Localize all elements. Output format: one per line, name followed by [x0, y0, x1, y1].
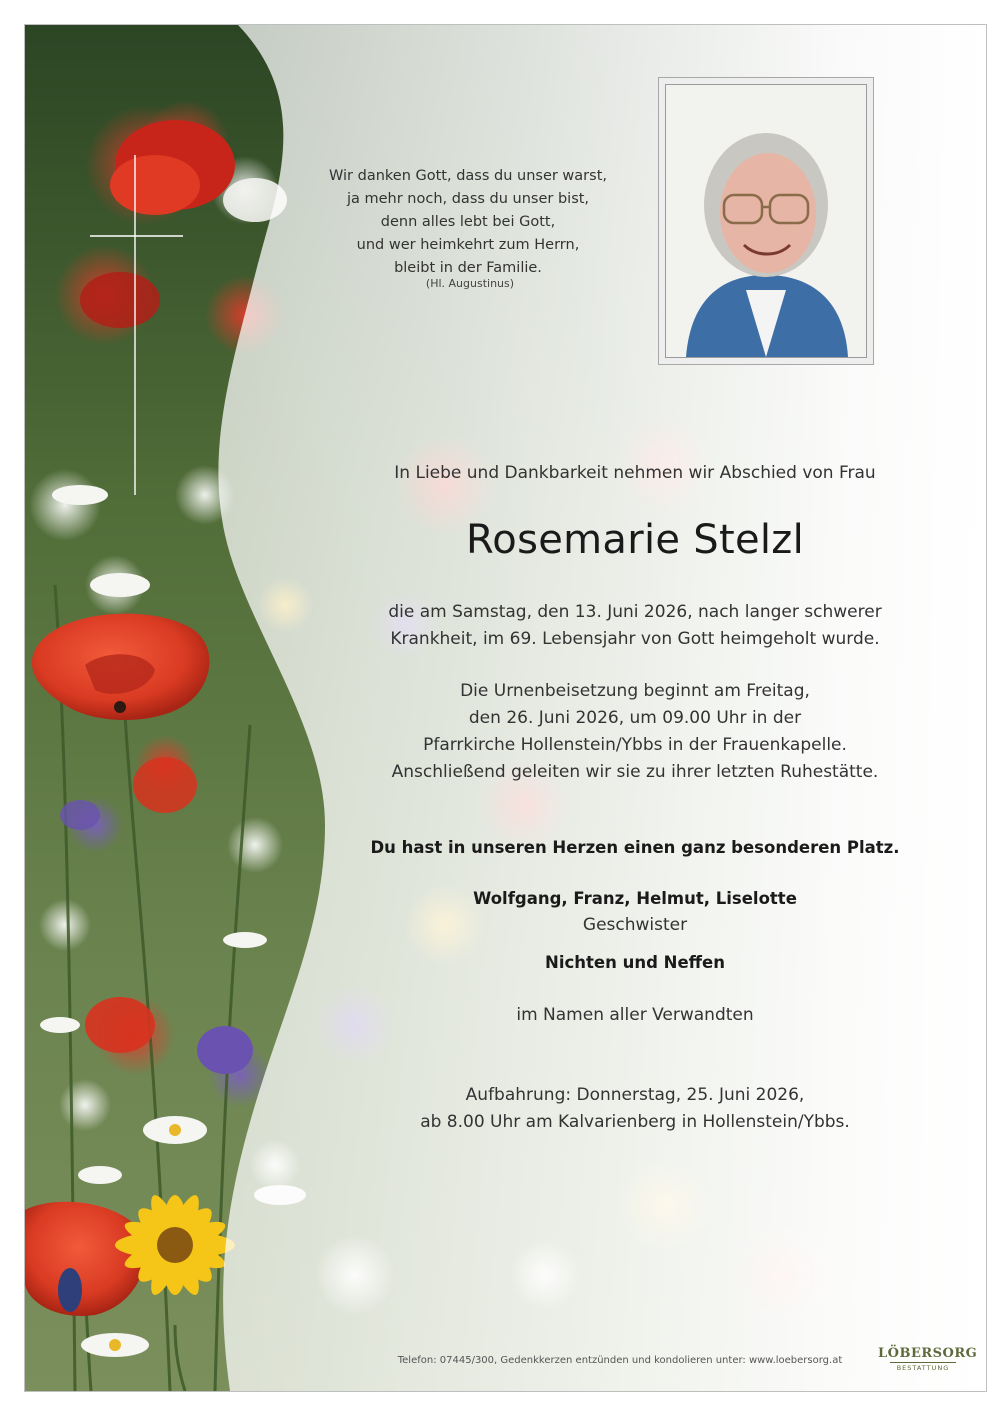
- farewell-intro: In Liebe und Dankbarkeit nehmen wir Abschied von Frau: [394, 463, 876, 483]
- deceased-name: Rosemarie Stelzl: [466, 517, 804, 563]
- ceremony-details: Die Urnenbeisetzung beginnt am Freitag, den 26. Juni 2026, um 09.00 Uhr in der Pfarrkirche Hollenstein/Ybbs in der Frauenkapelle. Anschließend geleiten wir sie zu ihrer letzten Ruhestätte.: [391, 681, 879, 782]
- memorial-quote: Du hast in unseren Herzen einen ganz besonderen Platz.: [370, 838, 900, 857]
- funeral-home-logo: [878, 1346, 978, 1372]
- poem-source: (Hl. Augustinus): [425, 277, 515, 290]
- obituary-card: [24, 24, 987, 1392]
- viewing-details: Aufbahrung: Donnerstag, 25. Juni 2026, ab 8.00 Uhr am Kalvarienberg in Hollenstein/Ybbs.: [420, 1085, 850, 1132]
- death-notice: die am Samstag, den 13. Juni 2026, nach langer schwerer Krankheit, im 69. Lebensjahr von Gott heimgeholt wurde.: [388, 602, 882, 649]
- relatives-line: im Namen aller Verwandten: [516, 1005, 754, 1025]
- logo-sub-text: BESTATTUNG: [890, 1362, 956, 1372]
- siblings-names: Wolfgang, Franz, Helmut, Liselotte: [473, 889, 797, 908]
- footer-contact: Telefon: 07445/300, Gedenkkerzen entzünden und kondolieren unter: www.loebersorg.at: [397, 1355, 843, 1366]
- nieces-nephews: Nichten und Neffen: [545, 953, 725, 972]
- logo-main-text: LÖBERSORG: [878, 1346, 978, 1361]
- portrait-photo: [665, 84, 867, 358]
- portrait-photo-frame: [658, 77, 874, 365]
- siblings-relation: Geschwister: [582, 915, 688, 935]
- poem-text: Wir danken Gott, dass du unser warst, ja mehr noch, dass du unser bist, denn alles lebt bei Gott, und wer heimkehrt zum Herrn, bleibt in der Familie.: [329, 168, 607, 276]
